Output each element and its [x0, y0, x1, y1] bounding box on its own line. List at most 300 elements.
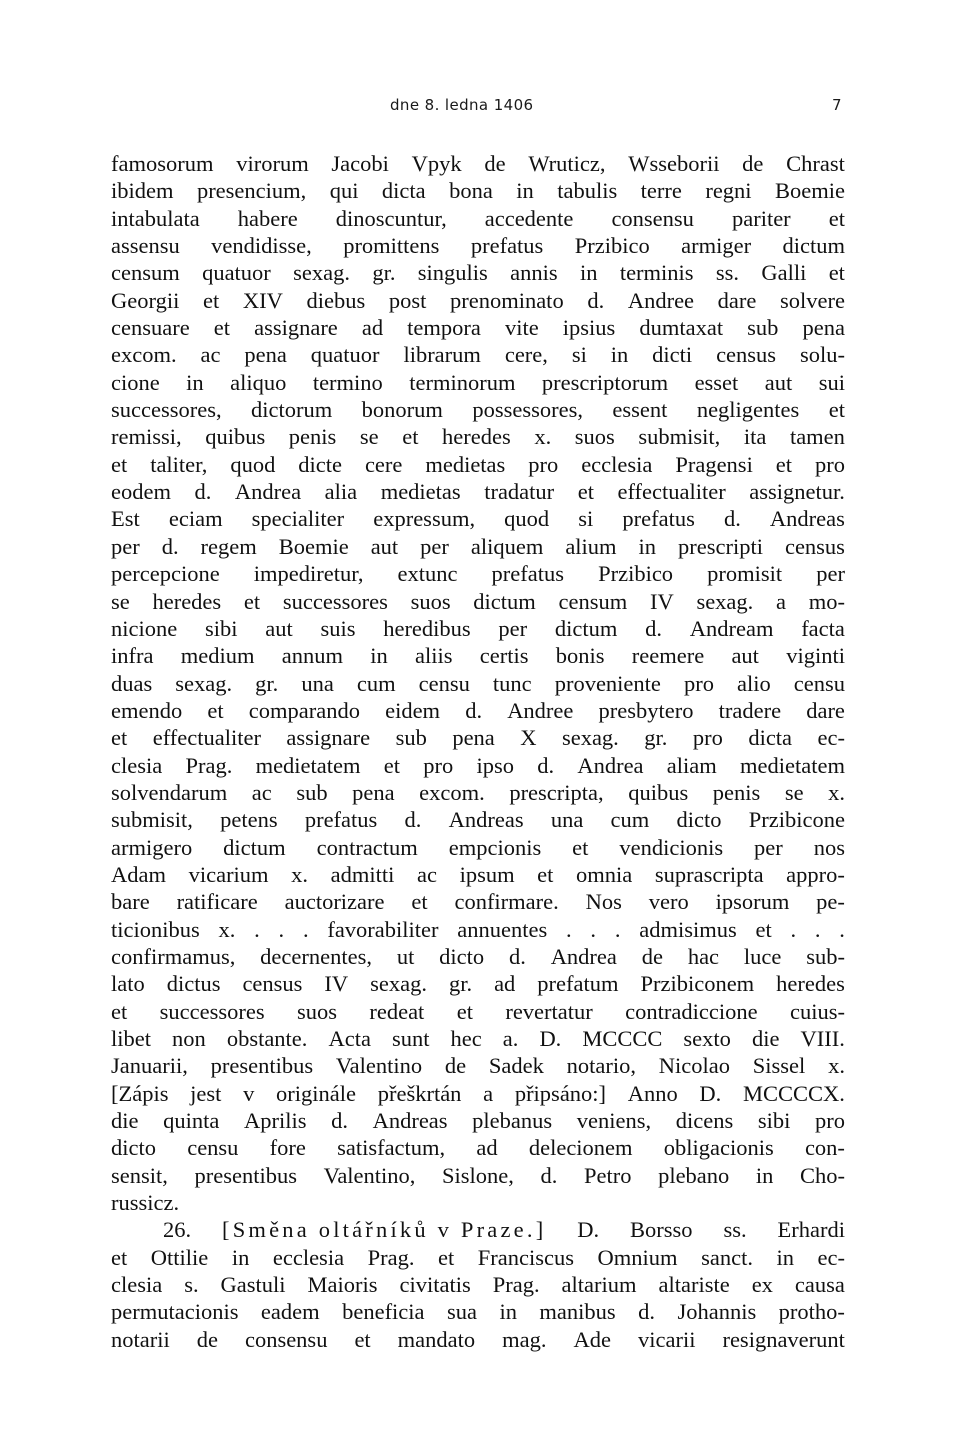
word: ec-: [817, 725, 845, 751]
word: Przibiconem: [640, 971, 755, 997]
text-line: [111, 150, 845, 177]
word: dicta: [381, 178, 426, 204]
text-line: [111, 369, 845, 396]
word: protho-: [778, 1299, 845, 1325]
word: notarii: [111, 1326, 170, 1352]
word: a: [483, 1080, 494, 1106]
word: censuare: [111, 315, 190, 341]
text-line: [111, 177, 845, 204]
word: promittens: [343, 233, 440, 259]
word: mag.: [502, 1326, 547, 1352]
word: d.: [645, 615, 662, 641]
text-line: [111, 1162, 845, 1189]
word: habere: [237, 205, 298, 231]
word: Franciscus: [477, 1244, 575, 1270]
word: prefatum: [537, 971, 619, 997]
word: alia: [324, 479, 358, 505]
word: et: [213, 315, 231, 341]
word: aut: [370, 533, 399, 559]
word: sub: [296, 779, 328, 805]
word: medium: [180, 643, 255, 669]
text-line: [111, 861, 845, 888]
word: .: [254, 916, 260, 942]
text-line: [111, 560, 845, 587]
word: regem: [200, 533, 257, 559]
word: sub: [395, 725, 427, 751]
word: civitatis: [399, 1272, 471, 1298]
word: Maioris: [307, 1272, 378, 1298]
word: tempora: [407, 315, 481, 341]
word: aut: [764, 369, 793, 395]
text-line: [111, 423, 845, 450]
word: Chrast: [786, 151, 845, 176]
word: ad: [361, 315, 384, 341]
word: contractum: [316, 834, 418, 860]
word: ec-: [817, 1244, 845, 1270]
word: census: [716, 342, 777, 368]
word: Petro: [583, 1162, 632, 1188]
word: dictum: [554, 615, 618, 641]
word: Erhardi: [777, 1217, 845, 1243]
word: Andreas: [769, 506, 845, 532]
word: sexto: [683, 1026, 731, 1051]
word: quibus: [205, 424, 266, 450]
word: suos: [410, 588, 451, 614]
word: clesia: [111, 1272, 163, 1298]
word: die: [751, 1026, 780, 1051]
word: per: [498, 615, 528, 641]
word: se: [784, 779, 804, 805]
word: admisimus: [639, 916, 737, 942]
word: pena: [244, 342, 287, 368]
word: die: [111, 1108, 139, 1134]
word: lato: [111, 971, 145, 997]
word: eciam: [168, 506, 223, 532]
word: Andreas: [448, 807, 524, 833]
word: consensu: [611, 205, 694, 231]
word: ac: [200, 342, 221, 368]
word: assensu: [111, 233, 180, 259]
word: připsáno:]: [514, 1080, 607, 1106]
word: in: [776, 1244, 794, 1270]
word: cuius-: [789, 998, 845, 1024]
word: dictus: [166, 971, 221, 997]
word: per: [754, 834, 783, 860]
word: dictorum: [251, 397, 333, 423]
word: d.: [331, 1108, 348, 1134]
word: proveniente: [554, 670, 661, 696]
word: plebano: [658, 1162, 730, 1188]
word: heredes: [776, 971, 845, 997]
word: .: [302, 916, 309, 942]
word: Valentino: [335, 1053, 423, 1079]
word: quatuor: [202, 260, 271, 286]
word: Adam: [111, 861, 166, 887]
word: .: [790, 916, 797, 942]
word: tamen: [789, 424, 845, 450]
text-line: [111, 943, 845, 970]
word: annum: [281, 643, 343, 669]
word: essent: [612, 397, 668, 423]
word: heredes: [152, 588, 222, 614]
word: et: [572, 834, 589, 860]
word: facta: [801, 615, 845, 641]
word: pena: [802, 315, 845, 341]
word: ac: [251, 779, 272, 805]
word: altariste: [658, 1272, 730, 1298]
word: veniens,: [576, 1108, 652, 1134]
word: dinoscuntur,: [335, 205, 447, 231]
word: Andrea: [577, 752, 644, 778]
word: MCCCC: [582, 1026, 663, 1051]
word: x.: [218, 916, 236, 942]
word: successores: [282, 588, 388, 614]
word: prenominato: [449, 287, 564, 313]
word: IV: [649, 588, 674, 614]
word: luce: [743, 943, 782, 969]
text-line: [111, 1052, 845, 1079]
word: in: [516, 178, 534, 204]
word: pena: [352, 779, 395, 805]
word: presbytero: [598, 697, 694, 723]
word: pro: [528, 451, 559, 477]
word: suos: [574, 424, 615, 450]
text-line: [111, 588, 845, 615]
word: cione: [111, 369, 160, 395]
word: sensit,: [111, 1162, 168, 1188]
word: con-: [804, 1135, 845, 1161]
text-line: [111, 533, 845, 560]
word: cum: [356, 670, 396, 696]
word: et: [828, 260, 845, 286]
word: d.: [723, 506, 741, 532]
running-head: [0, 96, 960, 120]
word: ipso: [476, 752, 514, 778]
word: Przibicone: [748, 807, 845, 833]
word: Prag.: [367, 1244, 415, 1270]
word: dare: [806, 697, 845, 723]
word: decernentes,: [260, 943, 372, 969]
word: Aprilis: [243, 1108, 307, 1134]
word: una: [550, 807, 584, 833]
word: percepcione: [111, 561, 220, 587]
word: armiger: [681, 233, 752, 259]
word: assignare: [286, 725, 371, 751]
word: mo-: [808, 588, 845, 614]
word: IV: [324, 971, 349, 997]
word: suis: [320, 615, 356, 641]
word: a.: [502, 1026, 519, 1051]
word: Acta: [328, 1026, 371, 1051]
text-line: [111, 478, 845, 505]
word: dicti: [652, 342, 693, 368]
word: emendo: [111, 697, 183, 723]
word: cere: [364, 451, 403, 477]
word: Sadek: [488, 1053, 544, 1079]
word: prefatus: [304, 807, 378, 833]
word: ecclesia: [272, 1244, 345, 1270]
word: medietas: [380, 479, 461, 505]
word: suprascripta: [654, 861, 764, 887]
word: tradere: [718, 697, 782, 723]
word: Prag.: [492, 1272, 540, 1298]
running-title: dne 8. ledna 1406: [390, 96, 534, 114]
text-line: [111, 1107, 845, 1134]
word: ibidem: [111, 178, 174, 204]
word: censum: [111, 260, 180, 286]
word: censu: [187, 1135, 239, 1161]
word: beneficia: [342, 1299, 425, 1325]
word: ita: [743, 424, 767, 450]
word: solu-: [799, 342, 845, 368]
word: prefatus: [622, 506, 695, 532]
word: vero: [648, 889, 689, 915]
text-line: [111, 451, 845, 478]
word: sua: [447, 1299, 477, 1325]
word: d.: [404, 807, 422, 833]
text-line: [111, 314, 845, 341]
word: appro-: [786, 861, 845, 887]
word: cere,: [504, 342, 548, 368]
text-line: [111, 670, 845, 697]
word: submisit,: [638, 424, 721, 450]
word: submisit,: [111, 807, 193, 833]
word: in: [499, 1299, 517, 1325]
text-line: [111, 834, 845, 861]
word: vite: [504, 315, 539, 341]
word: in: [579, 260, 598, 286]
word: Wsseborii: [628, 151, 720, 176]
word: in: [638, 533, 657, 559]
word: per: [111, 533, 140, 559]
word: Vpyk: [411, 151, 462, 176]
word: dicta: [748, 725, 793, 751]
word: se: [359, 424, 379, 450]
word: a: [776, 588, 787, 614]
word: ac: [416, 861, 437, 887]
text-line: [111, 232, 845, 259]
word: s.: [184, 1272, 199, 1298]
word: eodem: [111, 479, 171, 505]
word: censu: [793, 670, 845, 696]
text-line: [111, 779, 845, 806]
word: ad: [476, 1135, 498, 1161]
text-line: [111, 916, 845, 943]
word: nos: [813, 834, 845, 860]
word: aut: [731, 643, 759, 669]
word: alio: [736, 670, 771, 696]
word: ratificare: [176, 889, 258, 915]
word: cum: [610, 807, 650, 833]
word: presentibus: [210, 1053, 314, 1079]
word: specialiter: [251, 506, 345, 532]
word: excom.: [419, 779, 485, 805]
word: pro: [423, 752, 454, 778]
text-line: [111, 752, 845, 779]
word: certis: [479, 643, 529, 669]
word: plebanus: [472, 1108, 553, 1134]
word: D.: [699, 1080, 722, 1106]
word: accedente: [484, 205, 574, 231]
word: gr.: [255, 670, 279, 696]
word: prefatus: [491, 561, 565, 587]
paragraph-heading: [Směna oltářníků v Praze.]: [222, 1217, 547, 1243]
word: quatuor: [310, 342, 380, 368]
word: Boemie: [278, 533, 349, 559]
word: .: [614, 916, 621, 942]
text-line: [111, 1025, 845, 1052]
word: post: [388, 287, 427, 313]
word: Sislone,: [442, 1162, 514, 1188]
word: dicte: [298, 451, 342, 477]
word: censu: [418, 670, 470, 696]
word: D.: [577, 1217, 600, 1243]
word: annis: [510, 260, 558, 286]
text-line: [111, 642, 845, 669]
word: et: [577, 479, 594, 505]
word: in: [186, 369, 204, 395]
text-line: [111, 259, 845, 286]
word: Gastuli: [220, 1272, 286, 1298]
word: hec: [450, 1026, 482, 1051]
word: possessores,: [472, 397, 583, 423]
word: d.: [508, 943, 526, 969]
word: se: [111, 588, 130, 614]
word: contradiccione: [625, 998, 758, 1024]
word: et: [411, 889, 428, 915]
word: XIV: [242, 287, 283, 313]
word: ipsorum: [715, 889, 790, 915]
word: Przibico: [574, 233, 650, 259]
word: bonorum: [361, 397, 443, 423]
word: et: [828, 397, 845, 423]
word: suos: [296, 998, 337, 1024]
word: Nicolao: [658, 1053, 731, 1079]
word: gr.: [448, 971, 473, 997]
word: et: [755, 916, 772, 942]
word: resignaverunt: [722, 1326, 845, 1352]
paragraph-26: [111, 1216, 845, 1353]
word: X: [520, 725, 537, 751]
word: revertatur: [505, 998, 593, 1024]
word: armigero: [111, 834, 193, 860]
word: Sissel: [752, 1053, 806, 1079]
text-line: [111, 998, 845, 1025]
word: tradatur: [484, 479, 555, 505]
word: de: [641, 943, 663, 969]
word: .: [839, 916, 845, 942]
word: Andrea: [234, 479, 302, 505]
text-line: [111, 888, 845, 915]
word: pro: [814, 451, 845, 477]
word: heredes: [442, 424, 511, 450]
word: medietatem: [255, 752, 361, 778]
word: de: [484, 151, 506, 176]
word: D.: [539, 1026, 562, 1051]
word: successores,: [111, 397, 222, 423]
word: ticionibus: [111, 916, 200, 942]
text-line: [111, 615, 845, 642]
word: bare: [111, 889, 150, 915]
word: sexag.: [293, 260, 350, 286]
page-number: 7: [832, 96, 842, 114]
word: et: [438, 1244, 455, 1270]
word: VIII.: [800, 1026, 845, 1051]
word: assignare: [254, 315, 338, 341]
text-line: [111, 697, 845, 724]
word: Nos: [585, 889, 622, 915]
word: duas: [111, 670, 153, 696]
word: admitti: [330, 861, 395, 887]
word: consensu: [244, 1326, 328, 1352]
word: Prag.: [185, 752, 233, 778]
word: et: [111, 725, 128, 751]
word: aut: [265, 615, 293, 641]
word: clesia: [111, 752, 163, 778]
document-body: [111, 150, 845, 1353]
word: d.: [537, 752, 555, 778]
word: quod: [504, 506, 550, 532]
word: manibus: [539, 1299, 616, 1325]
word: prescripta,: [509, 779, 604, 805]
word: prescripti: [678, 533, 763, 559]
word: terre: [640, 178, 682, 204]
word: census: [242, 971, 303, 997]
word: terminis: [619, 260, 694, 286]
word: obligacionis: [663, 1135, 774, 1161]
word: sanct.: [701, 1244, 753, 1270]
word: et: [402, 424, 419, 450]
word: solvere: [780, 287, 845, 313]
word: expressum,: [373, 506, 476, 532]
word: přeškrtán: [377, 1080, 462, 1106]
word: Andree: [507, 697, 574, 723]
word: Cho-: [800, 1162, 845, 1188]
word: taliter,: [150, 451, 208, 477]
text-line: [111, 806, 845, 833]
word: comparando: [248, 697, 360, 723]
word: tunc: [492, 670, 532, 696]
text-line: [111, 1134, 845, 1161]
word: sibi: [757, 1108, 791, 1134]
word: librarum: [403, 342, 481, 368]
word: pena: [452, 725, 495, 751]
word: ipsius: [562, 315, 616, 341]
word: mandato: [397, 1326, 476, 1352]
word: x.: [828, 779, 845, 805]
word: Januarii,: [111, 1053, 188, 1079]
word: Johannis: [677, 1299, 757, 1325]
word: nicione: [111, 615, 178, 641]
word: libet: [111, 1026, 151, 1051]
word: ss.: [723, 1217, 747, 1243]
word: impediretur,: [253, 561, 364, 587]
text-line: [111, 1189, 845, 1216]
word: favorabiliter: [327, 916, 439, 942]
word: Georgii: [111, 287, 180, 313]
word: ss.: [715, 260, 740, 286]
word: d.: [465, 697, 483, 723]
word: aliquo: [230, 369, 287, 395]
text-line: [111, 505, 845, 532]
word: vendidisse,: [211, 233, 312, 259]
word: prefatus: [470, 233, 544, 259]
word: diebus: [306, 287, 366, 313]
word: gr.: [372, 260, 396, 286]
word: fore: [269, 1135, 306, 1161]
word: et: [243, 588, 261, 614]
word: delecionem: [528, 1135, 633, 1161]
